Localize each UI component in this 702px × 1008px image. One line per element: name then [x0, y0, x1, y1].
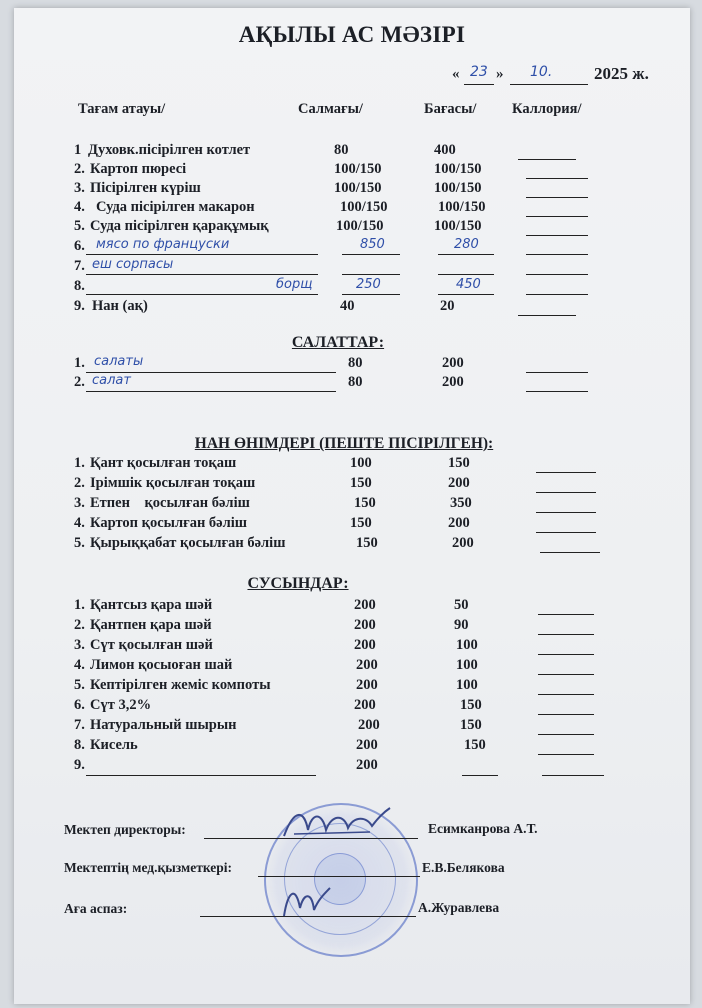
drink-price: 50: [454, 597, 469, 613]
bakery-num: 5.: [74, 535, 85, 551]
bakery-name: Етпен қосылған бәліш: [90, 495, 250, 511]
name-line: [86, 274, 318, 275]
handwritten-item-name: еш сорпасы: [92, 257, 174, 272]
menu-sheet: [14, 8, 690, 1004]
date-month: 10.: [530, 64, 553, 80]
main-item-name: Суда пісірілген қарақұмық: [90, 218, 269, 234]
main-item-weight: 40: [340, 298, 355, 314]
main-item-price: 100/150: [434, 218, 482, 234]
drink-price: 100: [456, 657, 478, 673]
drink-weight: 200: [356, 657, 378, 673]
director-signature: [274, 804, 394, 844]
handwritten-price: 450: [456, 277, 481, 292]
main-item-name: Духовк.пісірілген котлет: [88, 142, 251, 158]
signature-role: Аға аспаз:: [64, 901, 128, 916]
bakery-price: 350: [450, 495, 472, 511]
drink-weight: 200: [354, 617, 376, 633]
drink-price: 150: [460, 697, 482, 713]
main-item-name: Пісірілген күріш: [90, 180, 201, 196]
header-price: Бағасы/: [424, 101, 477, 117]
salad-weight: 80: [348, 374, 363, 390]
bakery-name: Картоп қосылған бәліш: [90, 515, 248, 531]
main-item-num: 5.: [74, 218, 85, 234]
signature-name: А.Журавлева: [418, 900, 500, 915]
bakery-price: 150: [448, 455, 470, 471]
drink-weight: 200: [358, 717, 380, 733]
calorie-blank: [536, 472, 596, 473]
main-item-num: 3.: [74, 180, 85, 196]
salad-weight: 80: [348, 355, 363, 371]
main-item-weight: 80: [334, 142, 349, 158]
drink-name: Кисель: [90, 737, 138, 753]
calorie-blank: [526, 235, 588, 236]
handwritten-item-name: мясо по француски: [96, 237, 230, 252]
name-line: [86, 391, 336, 392]
salad-num: 2.: [74, 374, 85, 390]
handwritten-price: 280: [454, 237, 479, 252]
calorie-blank: [536, 532, 596, 533]
date-day-line: [464, 84, 494, 85]
calorie-blank: [538, 614, 594, 615]
calorie-blank: [536, 492, 596, 493]
drink-num: 6.: [74, 697, 85, 713]
main-item-num: 7.: [74, 258, 85, 274]
bakery-price: 200: [448, 475, 470, 491]
calorie-blank: [540, 552, 600, 553]
name-line: [86, 775, 316, 776]
bakery-num: 3.: [74, 495, 85, 511]
header-weight: Салмағы/: [298, 101, 363, 117]
date-open-quote: «: [452, 66, 460, 82]
handwritten-weight: 250: [356, 277, 381, 292]
drink-name: Сүт қосылған шәй: [90, 637, 213, 653]
main-item-name: Нан (ақ): [92, 298, 148, 314]
drink-num: 5.: [74, 677, 85, 693]
main-item-price: 100/150: [434, 161, 482, 177]
bakery-name: Қырыққабат қосылған бәліш: [90, 535, 286, 551]
signature-name: Есимканрова А.Т.: [428, 821, 538, 836]
calorie-blank: [526, 216, 588, 217]
bakery-num: 1.: [74, 455, 85, 471]
main-item-price: 100/150: [438, 199, 486, 215]
date-day: 23: [470, 64, 488, 80]
drink-price: 150: [464, 737, 486, 753]
drink-num: 7.: [74, 717, 85, 733]
calorie-blank: [538, 734, 594, 735]
name-line: [86, 254, 318, 255]
section-title-salads: САЛАТТАР:: [291, 334, 385, 351]
salad-name: салаты: [94, 354, 144, 369]
bakery-num: 2.: [74, 475, 85, 491]
bakery-weight: 150: [354, 495, 376, 511]
drink-weight: 200: [354, 697, 376, 713]
drink-price: 150: [460, 717, 482, 733]
bakery-price: 200: [448, 515, 470, 531]
signature-line: [258, 876, 420, 877]
calorie-blank: [526, 294, 588, 295]
main-item-weight: 100/150: [336, 218, 384, 234]
calorie-blank: [538, 694, 594, 695]
main-item-price: 400: [434, 142, 456, 158]
main-item-price: 100/150: [434, 180, 482, 196]
main-item-num: 2.: [74, 161, 85, 177]
calorie-blank: [538, 754, 594, 755]
weight-line: [342, 294, 400, 295]
calorie-blank: [526, 178, 588, 179]
calorie-blank: [538, 654, 594, 655]
main-item-name: Картоп пюресі: [90, 161, 187, 177]
bakery-num: 4.: [74, 515, 85, 531]
calorie-blank: [526, 391, 588, 392]
drink-name: Лимон қосыоған шай: [90, 657, 233, 673]
date-year: 2025 ж.: [594, 64, 649, 83]
calorie-blank: [526, 372, 588, 373]
calorie-blank: [518, 159, 576, 160]
salad-num: 1.: [74, 355, 85, 371]
drink-weight: 200: [354, 637, 376, 653]
price-line: [438, 294, 494, 295]
price-line: [462, 775, 498, 776]
drink-num: 4.: [74, 657, 85, 673]
bakery-name: Қант қосылған тоқаш: [90, 455, 237, 471]
name-line: [86, 294, 318, 295]
calorie-blank: [538, 634, 594, 635]
date-close-quote: »: [496, 66, 504, 82]
calorie-blank: [538, 714, 594, 715]
main-item-num: 1: [74, 142, 82, 158]
main-item-num: 4.: [74, 199, 85, 215]
price-line: [438, 254, 494, 255]
signature-name: Е.В.Белякова: [422, 860, 505, 875]
drink-name: Сүт 3,2%: [90, 697, 152, 713]
drink-weight: 200: [356, 677, 378, 693]
drink-price: 90: [454, 617, 469, 633]
page-title: АҚЫЛЫ АС МӘЗІРІ: [238, 22, 466, 47]
salad-name: салат: [92, 373, 131, 388]
main-item-num: 9.: [74, 298, 85, 314]
drink-num: 2.: [74, 617, 85, 633]
drink-num: 3.: [74, 637, 85, 653]
handwritten-weight: 850: [360, 237, 385, 252]
price-line: [438, 274, 494, 275]
bakery-weight: 100: [350, 455, 372, 471]
drink-weight: 200: [356, 737, 378, 753]
drink-price: 100: [456, 677, 478, 693]
section-title-drinks: СУСЫНДАР:: [247, 575, 349, 592]
drink-num: 8.: [74, 737, 85, 753]
chef-signature: [276, 880, 336, 924]
bakery-weight: 150: [350, 475, 372, 491]
calorie-blank: [526, 274, 588, 275]
section-title-bakery: НАН ӨНІМДЕРІ (ПЕШТЕ ПІСІРІЛГЕН):: [194, 435, 494, 452]
handwritten-item-name: борщ: [276, 277, 313, 292]
drink-weight: 200: [356, 757, 378, 773]
calorie-blank: [538, 674, 594, 675]
signature-role: Мектеп директоры:: [64, 822, 186, 837]
drink-price: 100: [456, 637, 478, 653]
main-item-num: 6.: [74, 238, 85, 254]
main-item-name: Суда пісірілген макарон: [96, 199, 255, 215]
drink-num: 1.: [74, 597, 85, 613]
drink-name: Натуральный шырын: [90, 717, 237, 733]
main-item-weight: 100/150: [334, 161, 382, 177]
calorie-blank: [542, 775, 604, 776]
calorie-blank: [518, 315, 576, 316]
main-item-price: 20: [440, 298, 455, 314]
salad-price: 200: [442, 355, 464, 371]
date-month-line: [510, 84, 588, 85]
main-item-weight: 100/150: [340, 199, 388, 215]
header-name: Тағам атауы/: [78, 101, 166, 117]
bakery-weight: 150: [350, 515, 372, 531]
header-calories: Каллория/: [512, 101, 582, 117]
calorie-blank: [526, 197, 588, 198]
calorie-blank: [526, 254, 588, 255]
main-item-num: 8.: [74, 278, 85, 294]
bakery-weight: 150: [356, 535, 378, 551]
drink-name: Қантпен қара шәй: [90, 617, 212, 633]
drink-num: 9.: [74, 757, 85, 773]
salad-price: 200: [442, 374, 464, 390]
drink-weight: 200: [354, 597, 376, 613]
signature-role: Мектептің мед.қызметкері:: [64, 860, 233, 875]
bakery-price: 200: [452, 535, 474, 551]
weight-line: [342, 254, 400, 255]
main-item-weight: 100/150: [334, 180, 382, 196]
calorie-blank: [536, 512, 596, 513]
drink-name: Қантсыз қара шәй: [90, 597, 213, 613]
bakery-name: Ірімшік қосылған тоқаш: [90, 475, 256, 491]
weight-line: [342, 274, 400, 275]
drink-name: Кептірілген жеміс компоты: [90, 677, 271, 693]
